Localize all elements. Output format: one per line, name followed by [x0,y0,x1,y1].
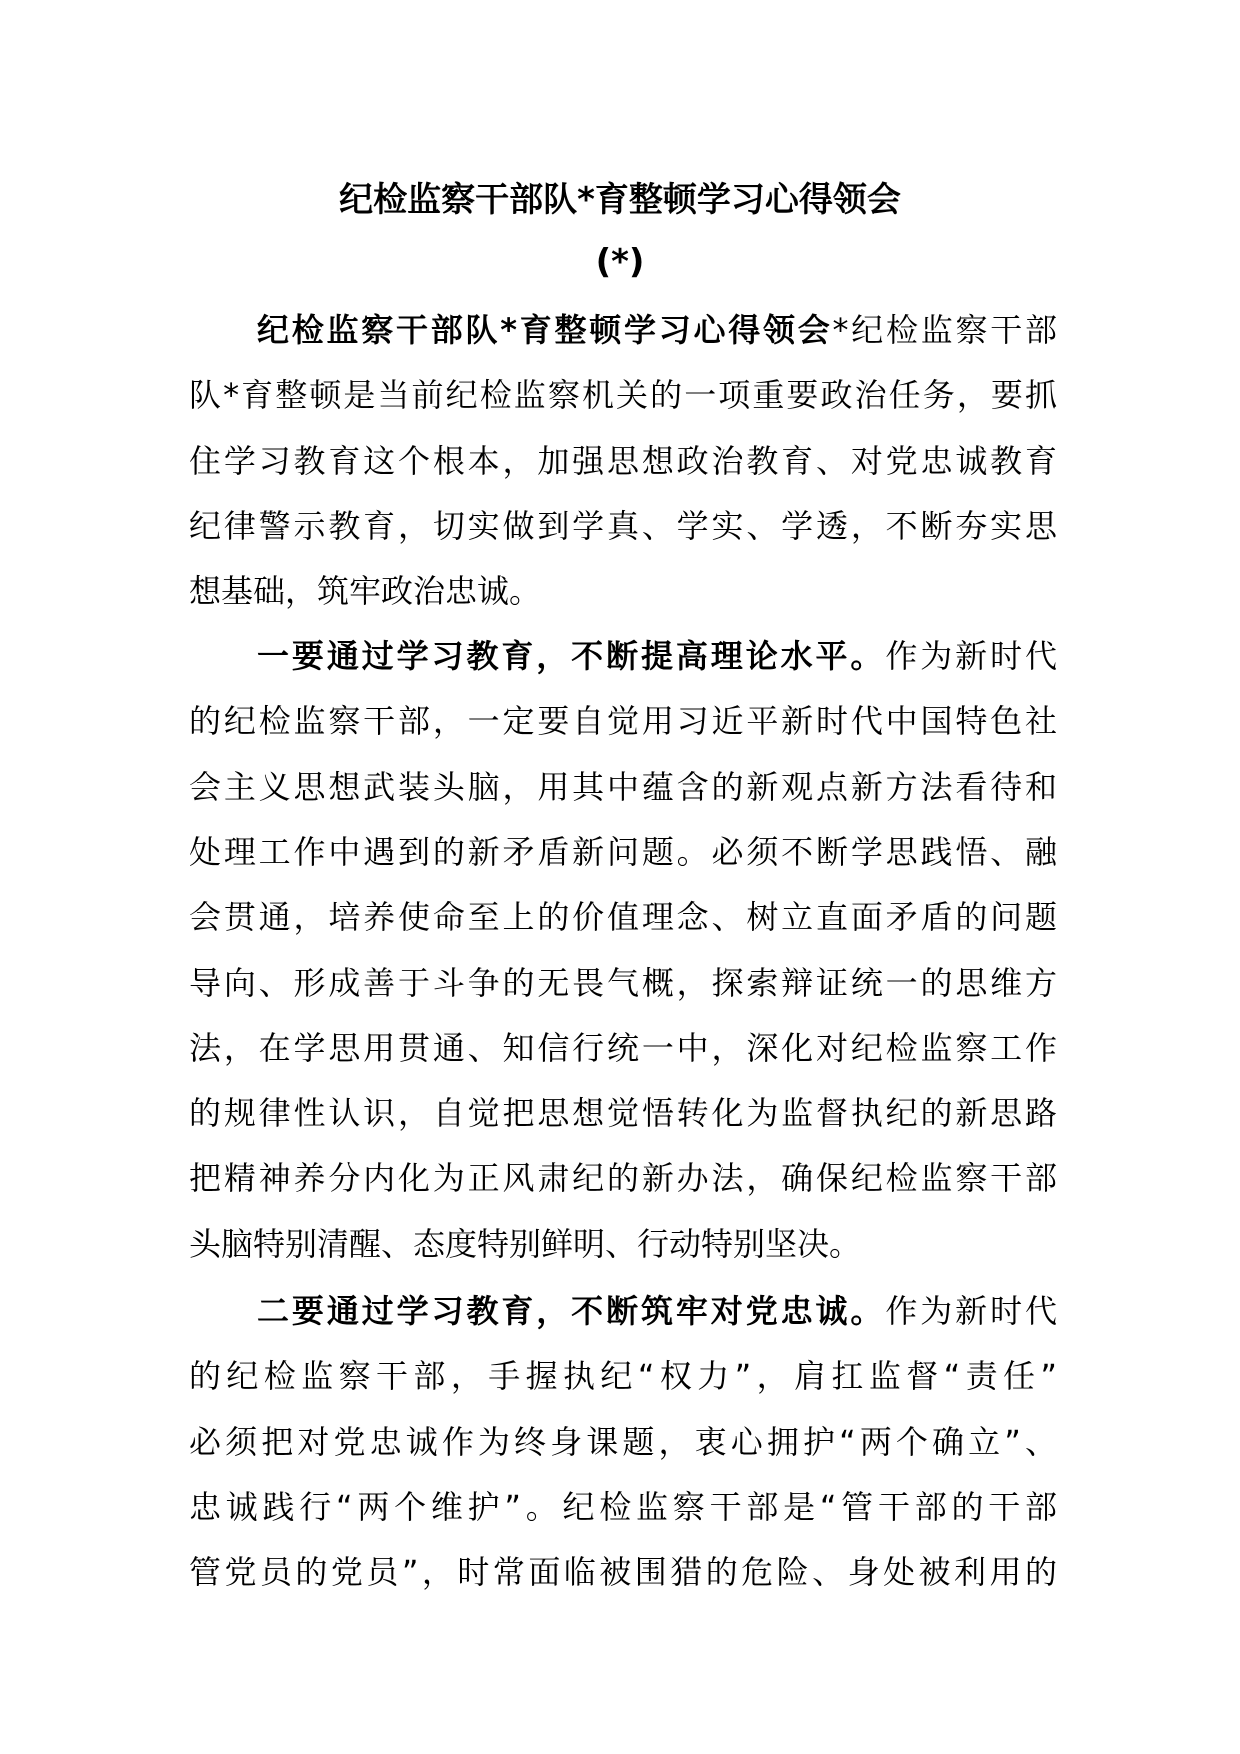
paragraph-line [189,1412,1057,1472]
paragraph-line [189,431,1057,491]
paragraph-line [189,1083,1057,1143]
bold-heading-text: 二要通过学习教育，不断筑牢对党忠诚。 [257,1292,886,1330]
body-text: 头脑特别清醒、态度特别鲜明、行动特别坚决。 [189,1224,862,1263]
body-text: 会主义思想武装头脑，用其中蕴含的新观点新方法看待和 [189,767,1057,806]
body-text: 处理工作中遇到的新矛盾新问题。必须不断学思践悟、融 [189,832,1057,871]
body-text: 作为新时代 [885,1292,1057,1330]
bold-heading-text: 纪检监察干部队*育整顿学习心得领会 [257,311,833,349]
paragraph-line [189,757,1057,817]
body-text: 队*育整顿是当前纪检监察机关的一项重要政治任务，要抓 [189,376,1057,415]
paragraph-line [189,561,1057,621]
body-text: 的纪检监察干部，手握执纪“权力”，肩扛监督“责任” [189,1357,1057,1396]
document-title: 纪检监察干部队*育整顿学习心得领会 [339,180,901,220]
paragraph-line [189,1346,1057,1406]
paragraph-line [189,1214,1057,1274]
body-text: 的纪检监察干部，一定要自觉用习近平新时代中国特色社 [189,702,1057,741]
paragraph-line [189,691,1057,751]
body-text: 管党员的党员”，时常面临被围猎的危险、身处被利用的 [189,1553,1057,1592]
paragraph-line [189,1018,1057,1078]
paragraph-line [189,1477,1057,1537]
body-text: 纪律警示教育，切实做到学真、学实、学透，不断夯实思 [189,506,1057,545]
paragraph-line [189,887,1057,947]
paragraph-line [257,1281,1057,1341]
paragraph-line [257,626,1057,686]
paragraph-line [257,300,1057,360]
body-text: 会贯通，培养使命至上的价值理念、树立直面矛盾的问题 [189,898,1057,937]
paragraph-line [189,1542,1057,1602]
document-subtitle: (*) [595,242,645,282]
body-text: 忠诚践行“两个维护”。纪检监察干部是“管干部的干部 [189,1487,1057,1526]
bold-heading-text: 一要通过学习教育，不断提高理论水平。 [257,637,886,675]
body-text: 的规律性认识，自觉把思想觉悟转化为监督执纪的新思路 [189,1094,1057,1133]
body-text: 作为新时代 [885,637,1057,675]
body-text: *纪检监察干部 [832,311,1057,349]
body-text: 想基础，筑牢政治忠诚。 [189,572,542,611]
paragraph-line [189,953,1057,1013]
paragraph-line [189,496,1057,556]
paragraph-line [189,1148,1057,1208]
paragraph-line [189,365,1057,425]
body-text: 法，在学思用贯通、知信行统一中，深化对纪检监察工作 [189,1028,1057,1067]
body-text: 必须把对党忠诚作为终身课题，衷心拥护“两个确立”、 [189,1422,1057,1461]
paragraph-line [189,822,1057,882]
body-text: 把精神养分内化为正风肃纪的新办法，确保纪检监察干部 [189,1159,1057,1198]
body-text: 导向、形成善于斗争的无畏气概，探索辩证统一的思维方 [189,963,1057,1002]
body-text: 住学习教育这个根本，加强思想政治教育、对党忠诚教育 [189,441,1057,480]
